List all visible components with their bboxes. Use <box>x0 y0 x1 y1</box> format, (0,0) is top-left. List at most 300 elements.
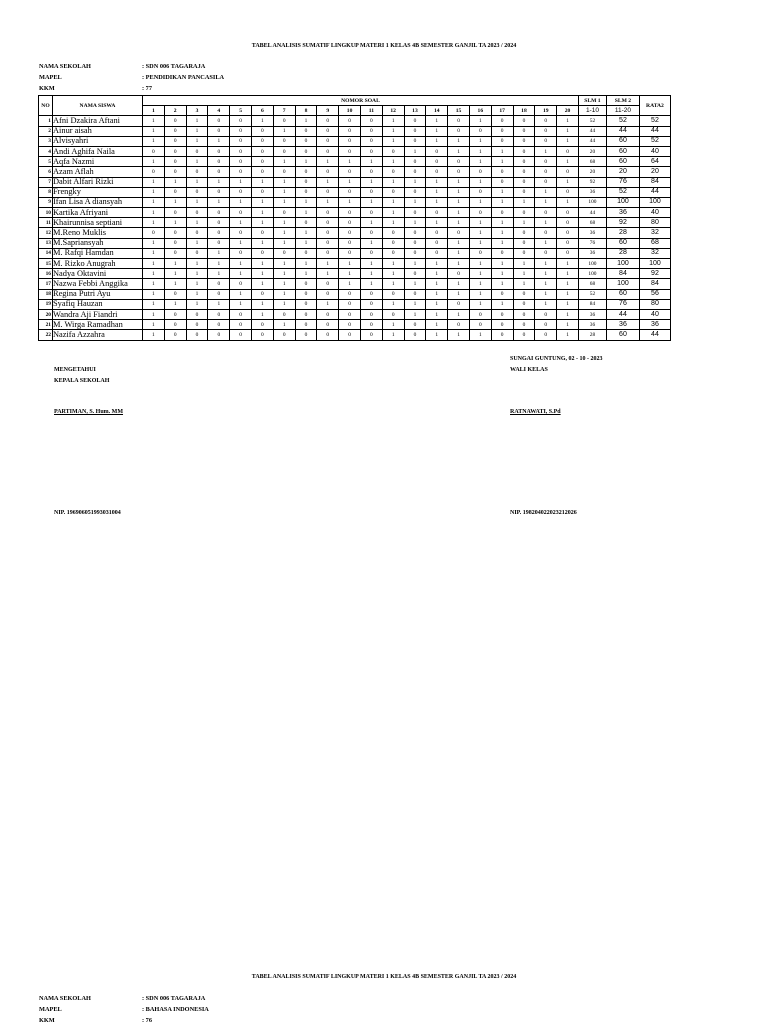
answer-cell: 0 <box>186 309 208 319</box>
answer-cell: 0 <box>208 126 230 136</box>
slm2-cell: 84 <box>639 279 670 289</box>
answer-cell: 1 <box>295 238 317 248</box>
answer-cell: 0 <box>208 146 230 156</box>
score-cell: 100 <box>578 269 606 279</box>
answer-cell: 1 <box>164 177 186 187</box>
answer-cell: 1 <box>426 330 448 340</box>
kkm-label: KKM <box>39 1017 55 1024</box>
answer-cell: 0 <box>164 167 186 177</box>
answer-cell: 0 <box>557 238 579 248</box>
answer-cell: 0 <box>251 228 273 238</box>
table-row <box>39 238 671 248</box>
answer-cell: 0 <box>251 157 273 167</box>
answer-cell: 0 <box>448 126 470 136</box>
answer-cell: 1 <box>273 197 295 207</box>
slm1-cell: 100 <box>606 279 639 289</box>
answer-cell: 0 <box>448 157 470 167</box>
answer-cell: 0 <box>317 320 339 330</box>
answer-cell: 1 <box>535 299 557 309</box>
answer-cell: 1 <box>360 238 382 248</box>
answer-cell: 1 <box>164 259 186 269</box>
answer-cell: 0 <box>382 238 404 248</box>
acknowledged-label: MENGETAHUI <box>54 367 96 373</box>
answer-cell: 1 <box>491 238 513 248</box>
answer-cell: 0 <box>186 167 208 177</box>
slm2-cell: 32 <box>639 228 670 238</box>
answer-cell: 1 <box>186 299 208 309</box>
slm1-cell: 60 <box>606 289 639 299</box>
answer-cell: 0 <box>208 330 230 340</box>
answer-cell: 1 <box>448 330 470 340</box>
answer-cell: 1 <box>426 136 448 146</box>
answer-cell: 1 <box>143 187 165 197</box>
slm2-cell: 100 <box>639 197 670 207</box>
answer-cell: 0 <box>230 157 252 167</box>
answer-cell: 0 <box>208 208 230 218</box>
table-row <box>39 228 671 238</box>
answer-cell: 1 <box>557 177 579 187</box>
slm2-cell: 44 <box>639 126 670 136</box>
answer-cell: 1 <box>448 136 470 146</box>
kkm-value: : 77 <box>142 85 152 92</box>
slm1-header: SLM 1 <box>578 96 606 106</box>
score-cell: 36 <box>578 248 606 258</box>
student-name: M.Sapriansyah <box>53 238 143 248</box>
answer-cell: 1 <box>382 299 404 309</box>
answer-cell: 1 <box>448 289 470 299</box>
answer-cell: 0 <box>208 218 230 228</box>
answer-cell: 0 <box>360 228 382 238</box>
answer-cell: 1 <box>143 126 165 136</box>
answer-cell: 1 <box>404 309 426 319</box>
answer-cell: 1 <box>535 269 557 279</box>
question-number-header: 15 <box>448 106 470 116</box>
question-number-header: 7 <box>273 106 295 116</box>
answer-cell: 1 <box>251 116 273 126</box>
row-number: 13 <box>39 238 53 248</box>
answer-cell: 0 <box>491 309 513 319</box>
answer-cell: 1 <box>469 146 491 156</box>
answer-cell: 0 <box>513 177 535 187</box>
answer-cell: 0 <box>360 299 382 309</box>
answer-cell: 1 <box>143 238 165 248</box>
answer-cell: 1 <box>143 157 165 167</box>
question-number-header: 6 <box>251 106 273 116</box>
score-cell: 52 <box>578 116 606 126</box>
grade-table-body <box>39 116 671 340</box>
slm2-cell: 100 <box>639 259 670 269</box>
answer-cell: 1 <box>360 177 382 187</box>
answer-cell: 0 <box>164 289 186 299</box>
answer-cell: 0 <box>295 330 317 340</box>
answer-cell: 1 <box>404 218 426 228</box>
answer-cell: 0 <box>557 228 579 238</box>
answer-cell: 0 <box>491 248 513 258</box>
answer-cell: 1 <box>339 197 361 207</box>
student-name: Wandra Aji Fiandri <box>53 309 143 319</box>
answer-cell: 1 <box>557 289 579 299</box>
answer-cell: 1 <box>404 259 426 269</box>
answer-cell: 1 <box>317 299 339 309</box>
answer-cell: 0 <box>208 309 230 319</box>
answer-cell: 0 <box>535 228 557 238</box>
answer-cell: 0 <box>164 116 186 126</box>
answer-cell: 0 <box>317 248 339 258</box>
answer-cell: 0 <box>164 136 186 146</box>
answer-cell: 0 <box>360 248 382 258</box>
answer-cell: 0 <box>143 146 165 156</box>
answer-cell: 0 <box>186 187 208 197</box>
answer-cell: 0 <box>404 126 426 136</box>
table-row <box>39 309 671 319</box>
slm1-cell: 20 <box>606 167 639 177</box>
table-row <box>39 157 671 167</box>
answer-cell: 0 <box>469 208 491 218</box>
answer-cell: 0 <box>469 167 491 177</box>
answer-cell: 1 <box>360 279 382 289</box>
answer-cell: 0 <box>251 136 273 146</box>
answer-cell: 1 <box>143 269 165 279</box>
answer-cell: 1 <box>186 259 208 269</box>
answer-cell: 0 <box>295 177 317 187</box>
answer-cell: 0 <box>535 177 557 187</box>
answer-cell: 0 <box>404 289 426 299</box>
answer-cell: 1 <box>426 177 448 187</box>
answer-cell: 0 <box>513 248 535 258</box>
row-number: 20 <box>39 309 53 319</box>
grade-analysis-table <box>38 95 671 341</box>
answer-cell: 0 <box>230 126 252 136</box>
answer-cell: 1 <box>273 320 295 330</box>
answer-cell: 0 <box>295 320 317 330</box>
answer-cell: 1 <box>273 289 295 299</box>
answer-cell: 1 <box>273 259 295 269</box>
answer-cell: 1 <box>186 126 208 136</box>
answer-cell: 1 <box>143 309 165 319</box>
answer-cell: 1 <box>186 157 208 167</box>
answer-cell: 1 <box>164 279 186 289</box>
answer-cell: 1 <box>143 218 165 228</box>
question-number-header: 11 <box>360 106 382 116</box>
answer-cell: 1 <box>469 259 491 269</box>
slm1-cell: 36 <box>606 208 639 218</box>
table-row <box>39 116 671 126</box>
answer-cell: 1 <box>295 259 317 269</box>
answer-cell: 0 <box>230 228 252 238</box>
table-row <box>39 197 671 207</box>
answer-cell: 0 <box>273 248 295 258</box>
slm2-cell: 40 <box>639 309 670 319</box>
row-number: 10 <box>39 208 53 218</box>
answer-cell: 1 <box>426 289 448 299</box>
homeroom-label: WALI KELAS <box>510 367 548 373</box>
student-name: Andi Aghifa Naila <box>53 146 143 156</box>
answer-cell: 1 <box>164 218 186 228</box>
answer-cell: 0 <box>186 208 208 218</box>
next-page-title: TABEL ANALISIS SUMATIF LINGKUP MATERI 1 KELAS 4B SEMESTER GANJIL TA 2023 / 2024 <box>251 974 517 980</box>
answer-cell: 1 <box>273 279 295 289</box>
answer-cell: 0 <box>404 116 426 126</box>
answer-cell: 0 <box>382 228 404 238</box>
answer-cell: 1 <box>535 289 557 299</box>
slm2-header: SLM 2 <box>606 96 639 106</box>
answer-cell: 1 <box>535 238 557 248</box>
answer-cell: 0 <box>208 167 230 177</box>
answer-cell: 0 <box>208 116 230 126</box>
answer-cell: 0 <box>317 309 339 319</box>
answer-cell: 0 <box>339 248 361 258</box>
answer-cell: 1 <box>382 136 404 146</box>
row-number: 1 <box>39 116 53 126</box>
answer-cell: 0 <box>448 228 470 238</box>
slm2-cell: 56 <box>639 289 670 299</box>
answer-cell: 1 <box>557 269 579 279</box>
answer-cell: 0 <box>404 167 426 177</box>
school-value: : SDN 006 TAGARAJA <box>142 63 206 70</box>
student-name: Ifan Lisa A diansyah <box>53 197 143 207</box>
slm1-cell: 28 <box>606 248 639 258</box>
answer-cell: 1 <box>251 208 273 218</box>
answer-cell: 1 <box>230 197 252 207</box>
nomor-soal-header: NOMOR SOAL <box>143 96 579 106</box>
answer-cell: 1 <box>251 279 273 289</box>
answer-cell: 1 <box>491 228 513 238</box>
answer-cell: 0 <box>295 218 317 228</box>
slm1-cell: 28 <box>606 228 639 238</box>
answer-cell: 0 <box>295 279 317 289</box>
answer-cell: 0 <box>208 320 230 330</box>
answer-cell: 0 <box>513 146 535 156</box>
row-number: 9 <box>39 197 53 207</box>
answer-cell: 1 <box>208 299 230 309</box>
answer-cell: 1 <box>317 259 339 269</box>
score-cell: 100 <box>578 259 606 269</box>
row-number: 3 <box>39 136 53 146</box>
answer-cell: 1 <box>426 197 448 207</box>
answer-cell: 1 <box>535 187 557 197</box>
answer-cell: 0 <box>230 136 252 146</box>
answer-cell: 0 <box>295 167 317 177</box>
answer-cell: 1 <box>426 218 448 228</box>
answer-cell: 0 <box>164 228 186 238</box>
slm1-cell: 44 <box>606 126 639 136</box>
slm1-cell: 44 <box>606 309 639 319</box>
table-row <box>39 289 671 299</box>
question-number-header: 13 <box>404 106 426 116</box>
answer-cell: 0 <box>535 208 557 218</box>
answer-cell: 0 <box>360 309 382 319</box>
answer-cell: 0 <box>513 309 535 319</box>
answer-cell: 1 <box>273 238 295 248</box>
answer-cell: 1 <box>513 279 535 289</box>
answer-cell: 1 <box>469 228 491 238</box>
answer-cell: 1 <box>513 197 535 207</box>
answer-cell: 0 <box>448 116 470 126</box>
answer-cell: 0 <box>339 228 361 238</box>
answer-cell: 1 <box>535 279 557 289</box>
answer-cell: 0 <box>208 238 230 248</box>
answer-cell: 0 <box>230 320 252 330</box>
row-number: 11 <box>39 218 53 228</box>
answer-cell: 0 <box>382 248 404 258</box>
answer-cell: 1 <box>230 289 252 299</box>
answer-cell: 0 <box>360 289 382 299</box>
row-number: 21 <box>39 320 53 330</box>
answer-cell: 0 <box>491 177 513 187</box>
answer-cell: 1 <box>295 269 317 279</box>
answer-cell: 1 <box>513 269 535 279</box>
answer-cell: 1 <box>448 248 470 258</box>
answer-cell: 0 <box>535 126 557 136</box>
answer-cell: 1 <box>186 116 208 126</box>
answer-cell: 1 <box>208 259 230 269</box>
answer-cell: 1 <box>469 269 491 279</box>
answer-cell: 1 <box>404 146 426 156</box>
answer-cell: 0 <box>535 136 557 146</box>
answer-cell: 0 <box>230 116 252 126</box>
slm2-range: 11-20 <box>606 106 639 116</box>
answer-cell: 0 <box>404 228 426 238</box>
slm2-cell: 32 <box>639 248 670 258</box>
header-row-1 <box>39 96 671 106</box>
answer-cell: 1 <box>382 116 404 126</box>
answer-cell: 0 <box>557 248 579 258</box>
score-cell: 84 <box>578 299 606 309</box>
answer-cell: 0 <box>317 167 339 177</box>
teacher-name: RATNAWATI, S.Pd <box>510 409 561 415</box>
answer-cell: 1 <box>186 197 208 207</box>
answer-cell: 1 <box>251 197 273 207</box>
answer-cell: 1 <box>295 116 317 126</box>
answer-cell: 0 <box>317 330 339 340</box>
answer-cell: 1 <box>360 259 382 269</box>
answer-cell: 0 <box>557 146 579 156</box>
answer-cell: 0 <box>339 320 361 330</box>
answer-cell: 1 <box>404 197 426 207</box>
answer-cell: 0 <box>317 126 339 136</box>
answer-cell: 0 <box>469 187 491 197</box>
question-number-header: 18 <box>513 106 535 116</box>
score-cell: 44 <box>578 208 606 218</box>
answer-cell: 1 <box>491 299 513 309</box>
answer-cell: 0 <box>339 330 361 340</box>
answer-cell: 1 <box>448 177 470 187</box>
answer-cell: 0 <box>164 208 186 218</box>
answer-cell: 0 <box>317 187 339 197</box>
answer-cell: 0 <box>230 167 252 177</box>
answer-cell: 0 <box>513 228 535 238</box>
answer-cell: 1 <box>513 259 535 269</box>
answer-cell: 0 <box>295 248 317 258</box>
place-date: SUNGAI GUNTUNG, 02 - 10 - 2023 <box>510 356 603 362</box>
answer-cell: 0 <box>382 146 404 156</box>
answer-cell: 0 <box>164 238 186 248</box>
answer-cell: 1 <box>143 208 165 218</box>
answer-cell: 0 <box>208 187 230 197</box>
table-row <box>39 248 671 258</box>
answer-cell: 0 <box>273 167 295 177</box>
question-number-header: 3 <box>186 106 208 116</box>
answer-cell: 1 <box>143 279 165 289</box>
answer-cell: 1 <box>557 197 579 207</box>
row-number: 12 <box>39 228 53 238</box>
answer-cell: 1 <box>382 259 404 269</box>
answer-cell: 0 <box>339 208 361 218</box>
slm2-cell: 44 <box>639 187 670 197</box>
row-number: 15 <box>39 259 53 269</box>
score-cell: 52 <box>578 289 606 299</box>
answer-cell: 0 <box>208 228 230 238</box>
answer-cell: 0 <box>143 167 165 177</box>
answer-cell: 1 <box>208 177 230 187</box>
answer-cell: 0 <box>251 126 273 136</box>
answer-cell: 1 <box>143 136 165 146</box>
answer-cell: 0 <box>317 208 339 218</box>
answer-cell: 0 <box>251 330 273 340</box>
answer-cell: 0 <box>404 269 426 279</box>
answer-cell: 1 <box>469 330 491 340</box>
slm2-cell: 40 <box>639 146 670 156</box>
answer-cell: 1 <box>186 289 208 299</box>
answer-cell: 0 <box>404 208 426 218</box>
answer-cell: 1 <box>535 146 557 156</box>
slm1-cell: 92 <box>606 218 639 228</box>
student-name: Nazwa Febbi Anggika <box>53 279 143 289</box>
table-row <box>39 269 671 279</box>
score-cell: 44 <box>578 126 606 136</box>
answer-cell: 1 <box>339 279 361 289</box>
answer-cell: 1 <box>448 238 470 248</box>
question-number-header: 16 <box>469 106 491 116</box>
answer-cell: 1 <box>491 269 513 279</box>
answer-cell: 1 <box>251 218 273 228</box>
table-row <box>39 126 671 136</box>
answer-cell: 1 <box>469 136 491 146</box>
answer-cell: 1 <box>164 197 186 207</box>
answer-cell: 0 <box>535 157 557 167</box>
answer-cell: 0 <box>535 167 557 177</box>
score-cell: 68 <box>578 157 606 167</box>
answer-cell: 1 <box>186 269 208 279</box>
answer-cell: 1 <box>557 157 579 167</box>
answer-cell: 0 <box>164 320 186 330</box>
principal-name: PARTIMAN, S. Hum. MM <box>54 409 124 415</box>
answer-cell: 0 <box>251 167 273 177</box>
student-name: Aqfa Nazmi <box>53 157 143 167</box>
question-number-header: 20 <box>557 106 579 116</box>
row-number: 19 <box>39 299 53 309</box>
answer-cell: 1 <box>251 269 273 279</box>
student-name: Regina Putri Ayu <box>53 289 143 299</box>
answer-cell: 0 <box>295 309 317 319</box>
answer-cell: 1 <box>230 218 252 228</box>
answer-cell: 1 <box>426 299 448 309</box>
score-cell: 68 <box>578 218 606 228</box>
answer-cell: 0 <box>404 330 426 340</box>
answer-cell: 1 <box>273 187 295 197</box>
question-number-header: 19 <box>535 106 557 116</box>
answer-cell: 0 <box>273 309 295 319</box>
answer-cell: 1 <box>186 136 208 146</box>
subject-label: MAPEL <box>39 1006 62 1013</box>
answer-cell: 1 <box>426 126 448 136</box>
score-cell: 100 <box>578 197 606 207</box>
school-value: : SDN 006 TAGARAJA <box>142 995 206 1002</box>
slm1-cell: 36 <box>606 320 639 330</box>
slm2-cell: 84 <box>639 177 670 187</box>
answer-cell: 1 <box>557 116 579 126</box>
answer-cell: 0 <box>426 208 448 218</box>
